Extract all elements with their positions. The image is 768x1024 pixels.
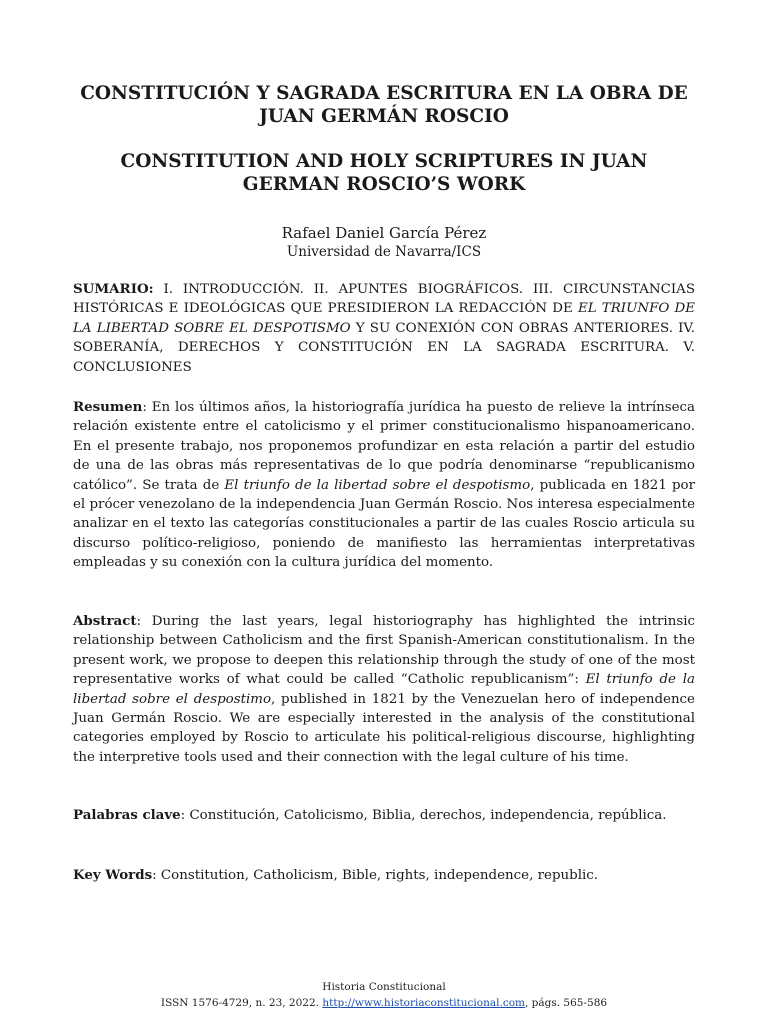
footer-issn: ISSN 1576-4729, n. 23, 2022. xyxy=(160,997,323,1009)
palabras-clave-paragraph xyxy=(73,806,695,825)
key-words-paragraph xyxy=(73,866,695,885)
sumario-label: SUMARIO: xyxy=(73,281,154,297)
resumen-label: Resumen xyxy=(73,399,143,415)
footer-pages: , págs. 565-586 xyxy=(524,997,608,1009)
sumario-italic-title: EL TRIUNFO DE LA LIBERTAD SOBRE EL DESPOTISMO xyxy=(73,301,695,336)
abstract-italic-title: El triunfo de la libertad sobre el despostimo xyxy=(73,672,695,707)
resumen-text-2: , publicada en 1821 por el prócer venezolano de la independencia Juan Germán Roscio. Nos interesa especialmente analizar en el texto las categorías constitucionales a partir de las cuales Roscio articula su discurso político-religioso, poniendo de manifiesto las herramientas interpretativas empleadas y su conexión con la cultura jurídica del momento. xyxy=(73,477,696,571)
key-words-label: Key Words xyxy=(73,867,153,883)
title-spanish: CONSTITUCIÓN Y SAGRADA ESCRITURA EN LA OBRA DE JUAN GERMÁN ROSCIO xyxy=(80,83,688,127)
footer-issn-line xyxy=(73,995,695,1011)
sumario-paragraph xyxy=(73,280,695,377)
abstract-paragraph xyxy=(73,612,695,767)
title-english: CONSTITUTION AND HOLY SCRIPTURES IN JUAN GERMAN ROSCIO’S WORK xyxy=(120,151,648,195)
footer-journal-link[interactable]: http://www.historiaconstitucional.com xyxy=(322,997,525,1009)
resumen-paragraph xyxy=(73,398,695,573)
abstract-label: Abstract xyxy=(73,613,137,629)
abstract-text-1: : During the last years, legal historiography has highlighted the intrinsic relationship between Catholicism and the first Spanish-American constitutionalism. In the present work, we propose to deepen this relationship through the study of one of the most representative works of what could be called “Catholic republicanism”: xyxy=(73,614,695,688)
author-name: Rafael Daniel García Pérez xyxy=(281,224,487,242)
abstract-text-2: , published in 1821 by the Venezuelan hero of independence Juan Germán Roscio. We are especially interested in the analysis of the constitutional categories employed by Roscio to articulate his political-religious discourse, highlighting the interpretive tools used and their connection with the legal culture of his time. xyxy=(73,691,695,765)
footer-journal-name: Historia Constitucional xyxy=(322,981,446,993)
sumario-text-2: Y SU CONEXIÓN CON OBRAS ANTERIORES. IV. SOBERANÍA, DERECHOS Y CONSTITUCIÓN EN LA SAGRADA ESCRITURA. V. CONCLUSIONES xyxy=(73,320,695,375)
author-affiliation: Universidad de Navarra/ICS xyxy=(286,244,482,260)
palabras-clave-label: Palabras clave xyxy=(73,807,181,823)
paper-page xyxy=(73,0,695,1024)
sumario-text-1: I. INTRODUCCIÓN. II. APUNTES BIOGRÁFICOS. III. CIRCUNSTANCIAS HISTÓRICAS E IDEOLÓGICAS QUE PRESIDIERON LA REDACCIÓN DE xyxy=(73,282,695,317)
page-footer xyxy=(73,979,695,1011)
key-words-text: : Constitution, Catholicism, Bible, rights, independence, republic. xyxy=(152,868,599,883)
resumen-italic-title: El triunfo de la libertad sobre el despotismo xyxy=(224,477,531,493)
palabras-clave-text: : Constitución, Catolicismo, Biblia, derechos, independencia, república. xyxy=(180,808,667,823)
resumen-text-1: : En los últimos años, la historiografía jurídica ha puesto de relieve la intrínseca relación existente entre el catolicismo y el primer constitucionalismo hispanoamericano. En el presente trabajo, nos proponemos profundizar en esta relación a partir del estudio de una de las obras más representativas de lo que podría denominarse “republicanismo católico”. Se trata de xyxy=(73,400,695,493)
